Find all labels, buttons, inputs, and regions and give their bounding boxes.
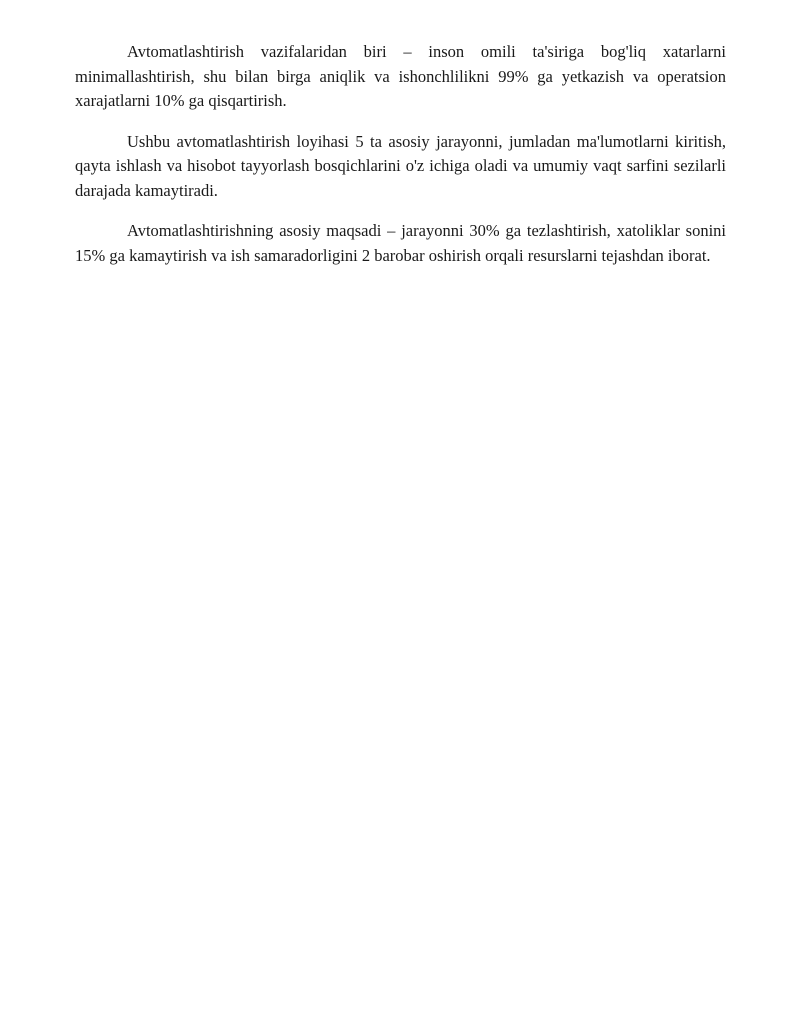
paragraph-2: Ushbu avtomatlashtirish loyihasi 5 ta asosiy jarayonni, jumladan ma'lumotlarni kiritish, qayta ishlash va hisobot tayyorlash bosqichlarini o'z ichiga oladi va umumiy vaqt sarfini sezilarli darajada kamaytiradi.	[75, 131, 726, 200]
paragraph-3: Avtomatlashtirishning asosiy maqsadi – jarayonni 30% ga tezlashtirish, xatoliklar sonini 15% ga kamaytirish va ish samaradorligini 2 barobar oshirish orqali resurslarni tejashdan iborat.	[75, 221, 726, 265]
document-page	[75, 40, 726, 284]
paragraph-1: Avtomatlashtirish vazifalaridan biri – inson omili ta'siriga bog'liq xatarlarni minimallashtirish, shu bilan birga aniqlik va ishonchlilikni 99% ga yetkazish va operatsion xarajatlarni 10% ga qisqartirish.	[75, 42, 726, 110]
